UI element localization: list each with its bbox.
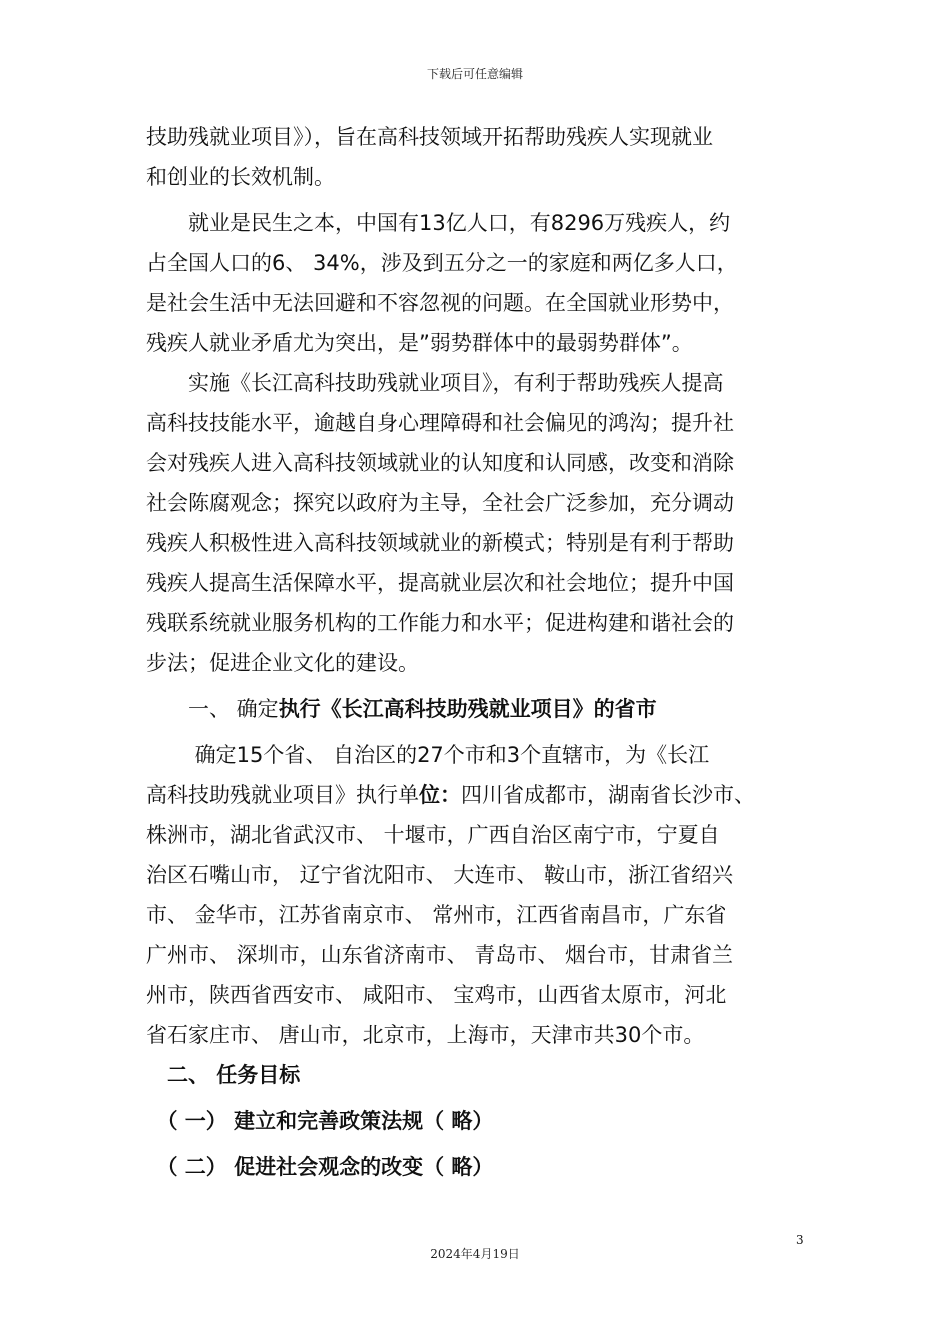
page-footer-date: 2024年4月19日	[430, 1247, 520, 1261]
text-line: 治区石嘴山市， 辽宁省沈阳市、 大连市、 鞍山市，浙江省绍兴	[146, 863, 734, 887]
subsection-heading-1: （ 一） 建立和完善政策法规（ 略）	[146, 1109, 494, 1133]
text-line	[146, 775, 812, 815]
document-body	[146, 117, 812, 1187]
text-line: 确定15个省、 自治区的27个市和3个直辖市，为《长江	[146, 743, 710, 767]
text-line: 高科技技能水平，逾越自身心理障碍和社会偏见的鸿沟；提升社	[146, 411, 734, 435]
text-segment: 高科技助残就业项目》执行单	[146, 783, 419, 807]
text-segment: 四川省成都市，湖南省长沙市、	[461, 783, 755, 807]
text-line: 是社会生活中无法回避和不容忽视的问题。在全国就业形势中，	[146, 291, 734, 315]
page-number: 3	[796, 1233, 804, 1247]
section-heading-2: 二、 任务目标	[146, 1063, 301, 1087]
text-line: 步法；促进企业文化的建设。	[146, 651, 419, 675]
text-line: 和创业的长效机制。	[146, 165, 335, 189]
text-line: 技助残就业项目》），旨在高科技领域开拓帮助残疾人实现就业	[146, 125, 713, 149]
text-line: 残疾人就业矛盾尤为突出，是”弱势群体中的最弱势群体”。	[146, 331, 693, 355]
heading-lead: 一、 确定	[146, 697, 279, 721]
text-line: 会对残疾人进入高科技领域就业的认知度和认同感，改变和消除	[146, 451, 734, 475]
section-heading-1	[146, 689, 812, 729]
text-line: 就业是民生之本，中国有13亿人口，有8296万残疾人，约	[146, 211, 731, 235]
text-line: 残联系统就业服务机构的工作能力和水平；促进构建和谐社会的	[146, 611, 734, 635]
text-line: 社会陈腐观念；探究以政府为主导，全社会广泛参加，充分调动	[146, 491, 734, 515]
text-line: 州市，陕西省西安市、 咸阳市、 宝鸡市，山西省太原市，河北	[146, 983, 727, 1007]
text-line: 残疾人积极性进入高科技领域就业的新模式；特别是有利于帮助	[146, 531, 734, 555]
text-line: 广州市、 深圳市，山东省济南市、 青岛市、 烟台市，甘肃省兰	[146, 943, 734, 967]
text-line: 市、 金华市，江苏省南京市、 常州市，江西省南昌市，广东省	[146, 903, 727, 927]
heading-bold: 执行《长江高科技助残就业项目》的省市	[278, 697, 657, 721]
text-line: 实施《长江高科技助残就业项目》，有利于帮助残疾人提高	[146, 371, 724, 395]
text-line: 株洲市，湖北省武汉市、 十堰市，广西自治区南宁市，宁夏自	[146, 823, 720, 847]
subsection-heading-2: （ 二） 促进社会观念的改变（ 略）	[146, 1155, 494, 1179]
text-segment-bold: 位：	[419, 783, 461, 807]
page-header: 下载后可任意编辑	[426, 67, 523, 81]
text-line: 占全国人口的6、 34%，涉及到五分之一的家庭和两亿多人口，	[146, 251, 738, 275]
text-line: 残疾人提高生活保障水平，提高就业层次和社会地位；提升中国	[146, 571, 734, 595]
text-line: 省石家庄市、 唐山市，北京市，上海市，天津市共30个市。	[146, 1023, 705, 1047]
